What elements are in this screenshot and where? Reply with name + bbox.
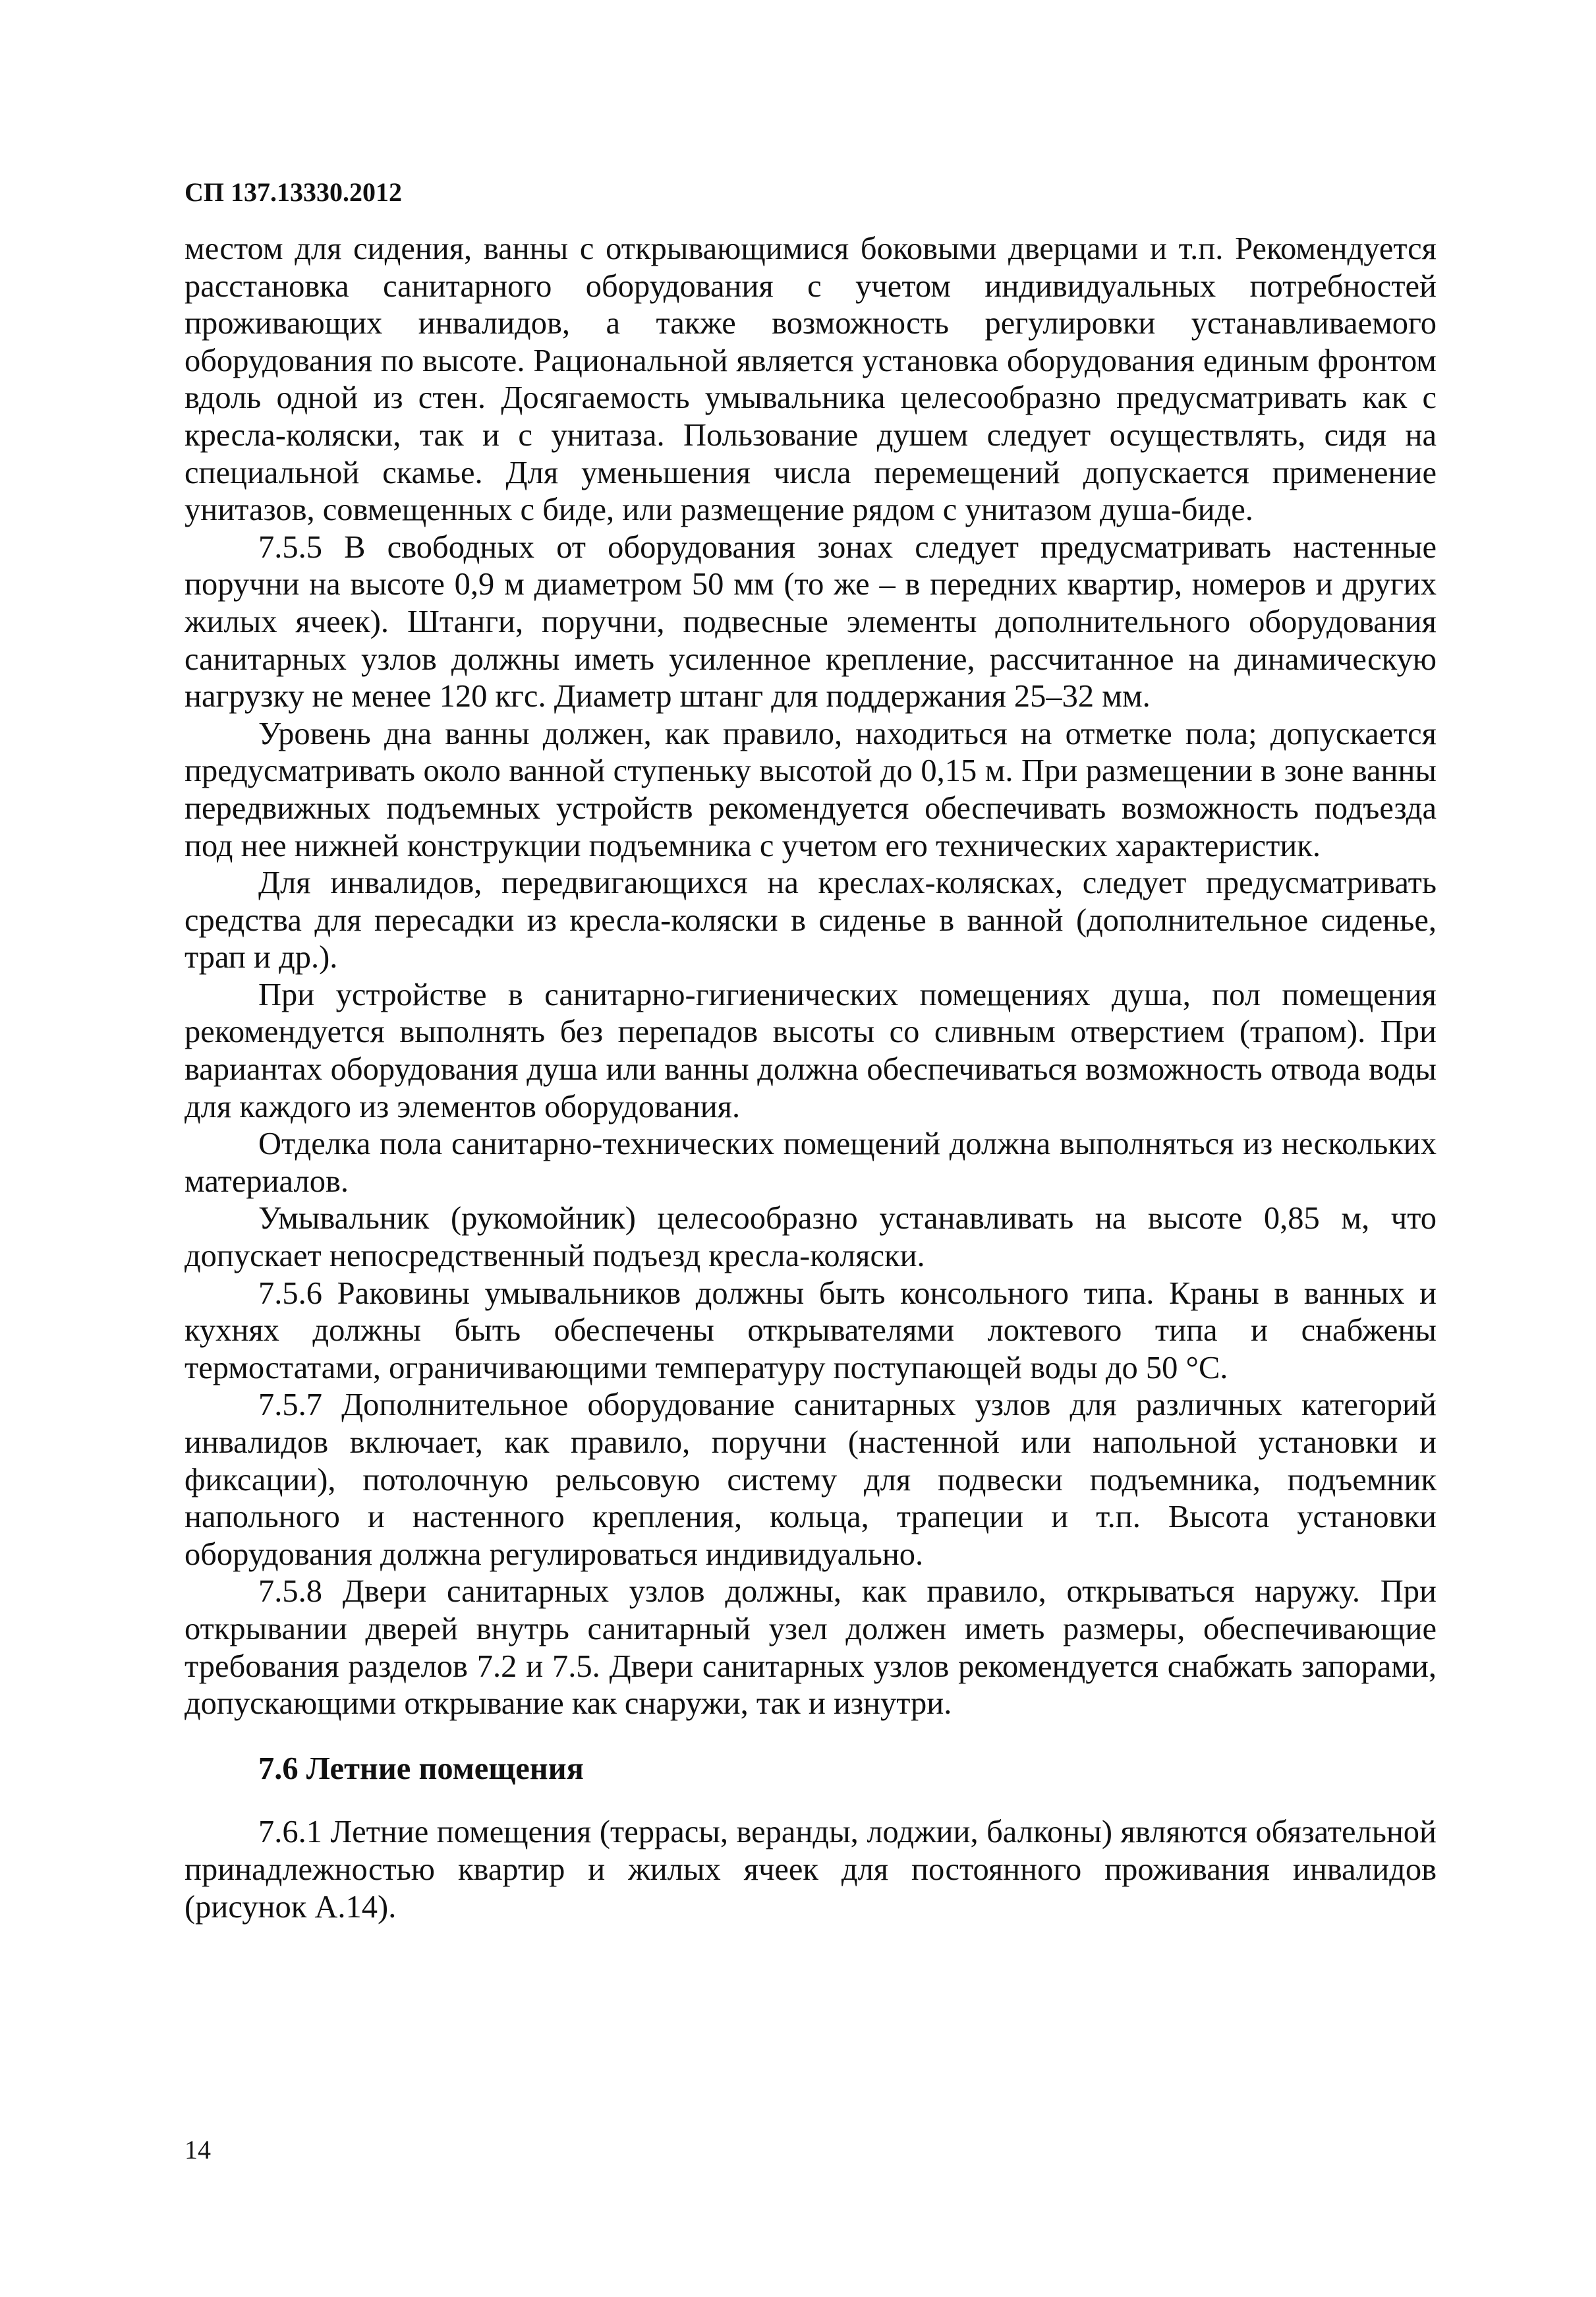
document-code-header: СП 137.13330.2012 bbox=[185, 177, 402, 207]
paragraph-continuation: местом для сидения, ванны с открывающимися боковыми дверцами и т.п. Рекомендуется расстановка санитарного оборудования с учетом индивидуальных потребностей проживающих инвалидов, а также возможность регулировки устанавливаемого оборудования по высоте. Рациональной является установка оборудования единым фронтом вдоль одной из стен. Досягаемость умывальника целесообразно предусматривать как с кресла-коляски, так и с унитаза. Пользование душем следует осуществлять, сидя на специальной скамье. Для уменьшения числа перемещений допускается применение унитазов, совмещенных с биде, или размещение рядом с унитазом душа-биде. bbox=[185, 231, 1437, 528]
paragraph-washbasin-height: Умывальник (рукомойник) целесообразно устанавливать на высоте 0,85 м, что допускает непосредственный подъезд кресла-коляски. bbox=[185, 1201, 1437, 1274]
paragraph-7-6-1: 7.6.1 Летние помещения (террасы, веранды, лоджии, балконы) являются обязательной принадлежностью квартир и жилых ячеек для постоянного проживания инвалидов (рисунок А.14). bbox=[185, 1815, 1437, 1925]
paragraph-7-5-8: 7.5.8 Двери санитарных узлов должны, как правило, открываться наружу. При открывании дверей внутрь санитарный узел должен иметь размеры, обеспечивающие требования разделов 7.2 и 7.5. Двери санитарных узлов рекомендуется снабжать запорами, допускающими открывание как снаружи, так и изнутри. bbox=[185, 1574, 1437, 1722]
paragraph-transfer-means: Для инвалидов, передвигающихся на креслах-колясках, следует предусматривать средства для пересадки из кресла-коляски в сиденье в ванной (дополнительное сиденье, трап и др.). bbox=[185, 865, 1437, 975]
paragraph-shower-floor: При устройстве в санитарно-гигиенических помещениях душа, пол помещения рекомендуется выполнять без перепадов высоты со сливным отверстием (трапом). При вариантах оборудования душа или ванны должна обеспечиваться возможность отвода воды для каждого из элементов оборудования. bbox=[185, 977, 1437, 1124]
paragraph-floor-finish: Отделка пола санитарно-технических помещений должна выполняться из нескольких материалов. bbox=[185, 1126, 1437, 1199]
document-body bbox=[185, 231, 1437, 1926]
paragraph-7-5-7: 7.5.7 Дополнительное оборудование санитарных узлов для различных категорий инвалидов включает, как правило, поручни (настенной или напольной установки и фиксации), потолочную рельсовую систему для подвески подъемника, подъемник напольного и настенного крепления, кольца, трапеции и т.п. Высота установки оборудования должна регулироваться индивидуально. bbox=[185, 1387, 1437, 1572]
paragraph-bath-level: Уровень дна ванны должен, как правило, находиться на отметке пола; допускается предусматривать около ванной ступеньку высотой до 0,15 м. При размещении в зоне ванны передвижных подъемных устройств рекомендуется обеспечивать возможность подъезда под нее нижней конструкции подъемника с учетом его технических характеристик. bbox=[185, 716, 1437, 863]
paragraph-7-5-5: 7.5.5 В свободных от оборудования зонах следует предусматривать настенные поручни на высоте 0,9 м диаметром 50 мм (то же – в передних квартир, номеров и других жилых ячеек). Штанги, поручни, подвесные элементы дополнительного оборудования санитарных узлов должны иметь усиленное крепление, рассчитанное на динамическую нагрузку не менее 120 кгс. Диаметр штанг для поддержания 25–32 мм. bbox=[185, 529, 1437, 714]
paragraph-7-5-6: 7.5.6 Раковины умывальников должны быть консольного типа. Краны в ванных и кухнях должны быть обеспечены открывателями локтевого типа и снабжены термостатами, ограничивающими температуру поступающей воды до 50 °С. bbox=[185, 1275, 1437, 1385]
section-heading-7-6: 7.6 Летние помещения bbox=[258, 1751, 584, 1786]
page-number: 14 bbox=[185, 2135, 211, 2165]
